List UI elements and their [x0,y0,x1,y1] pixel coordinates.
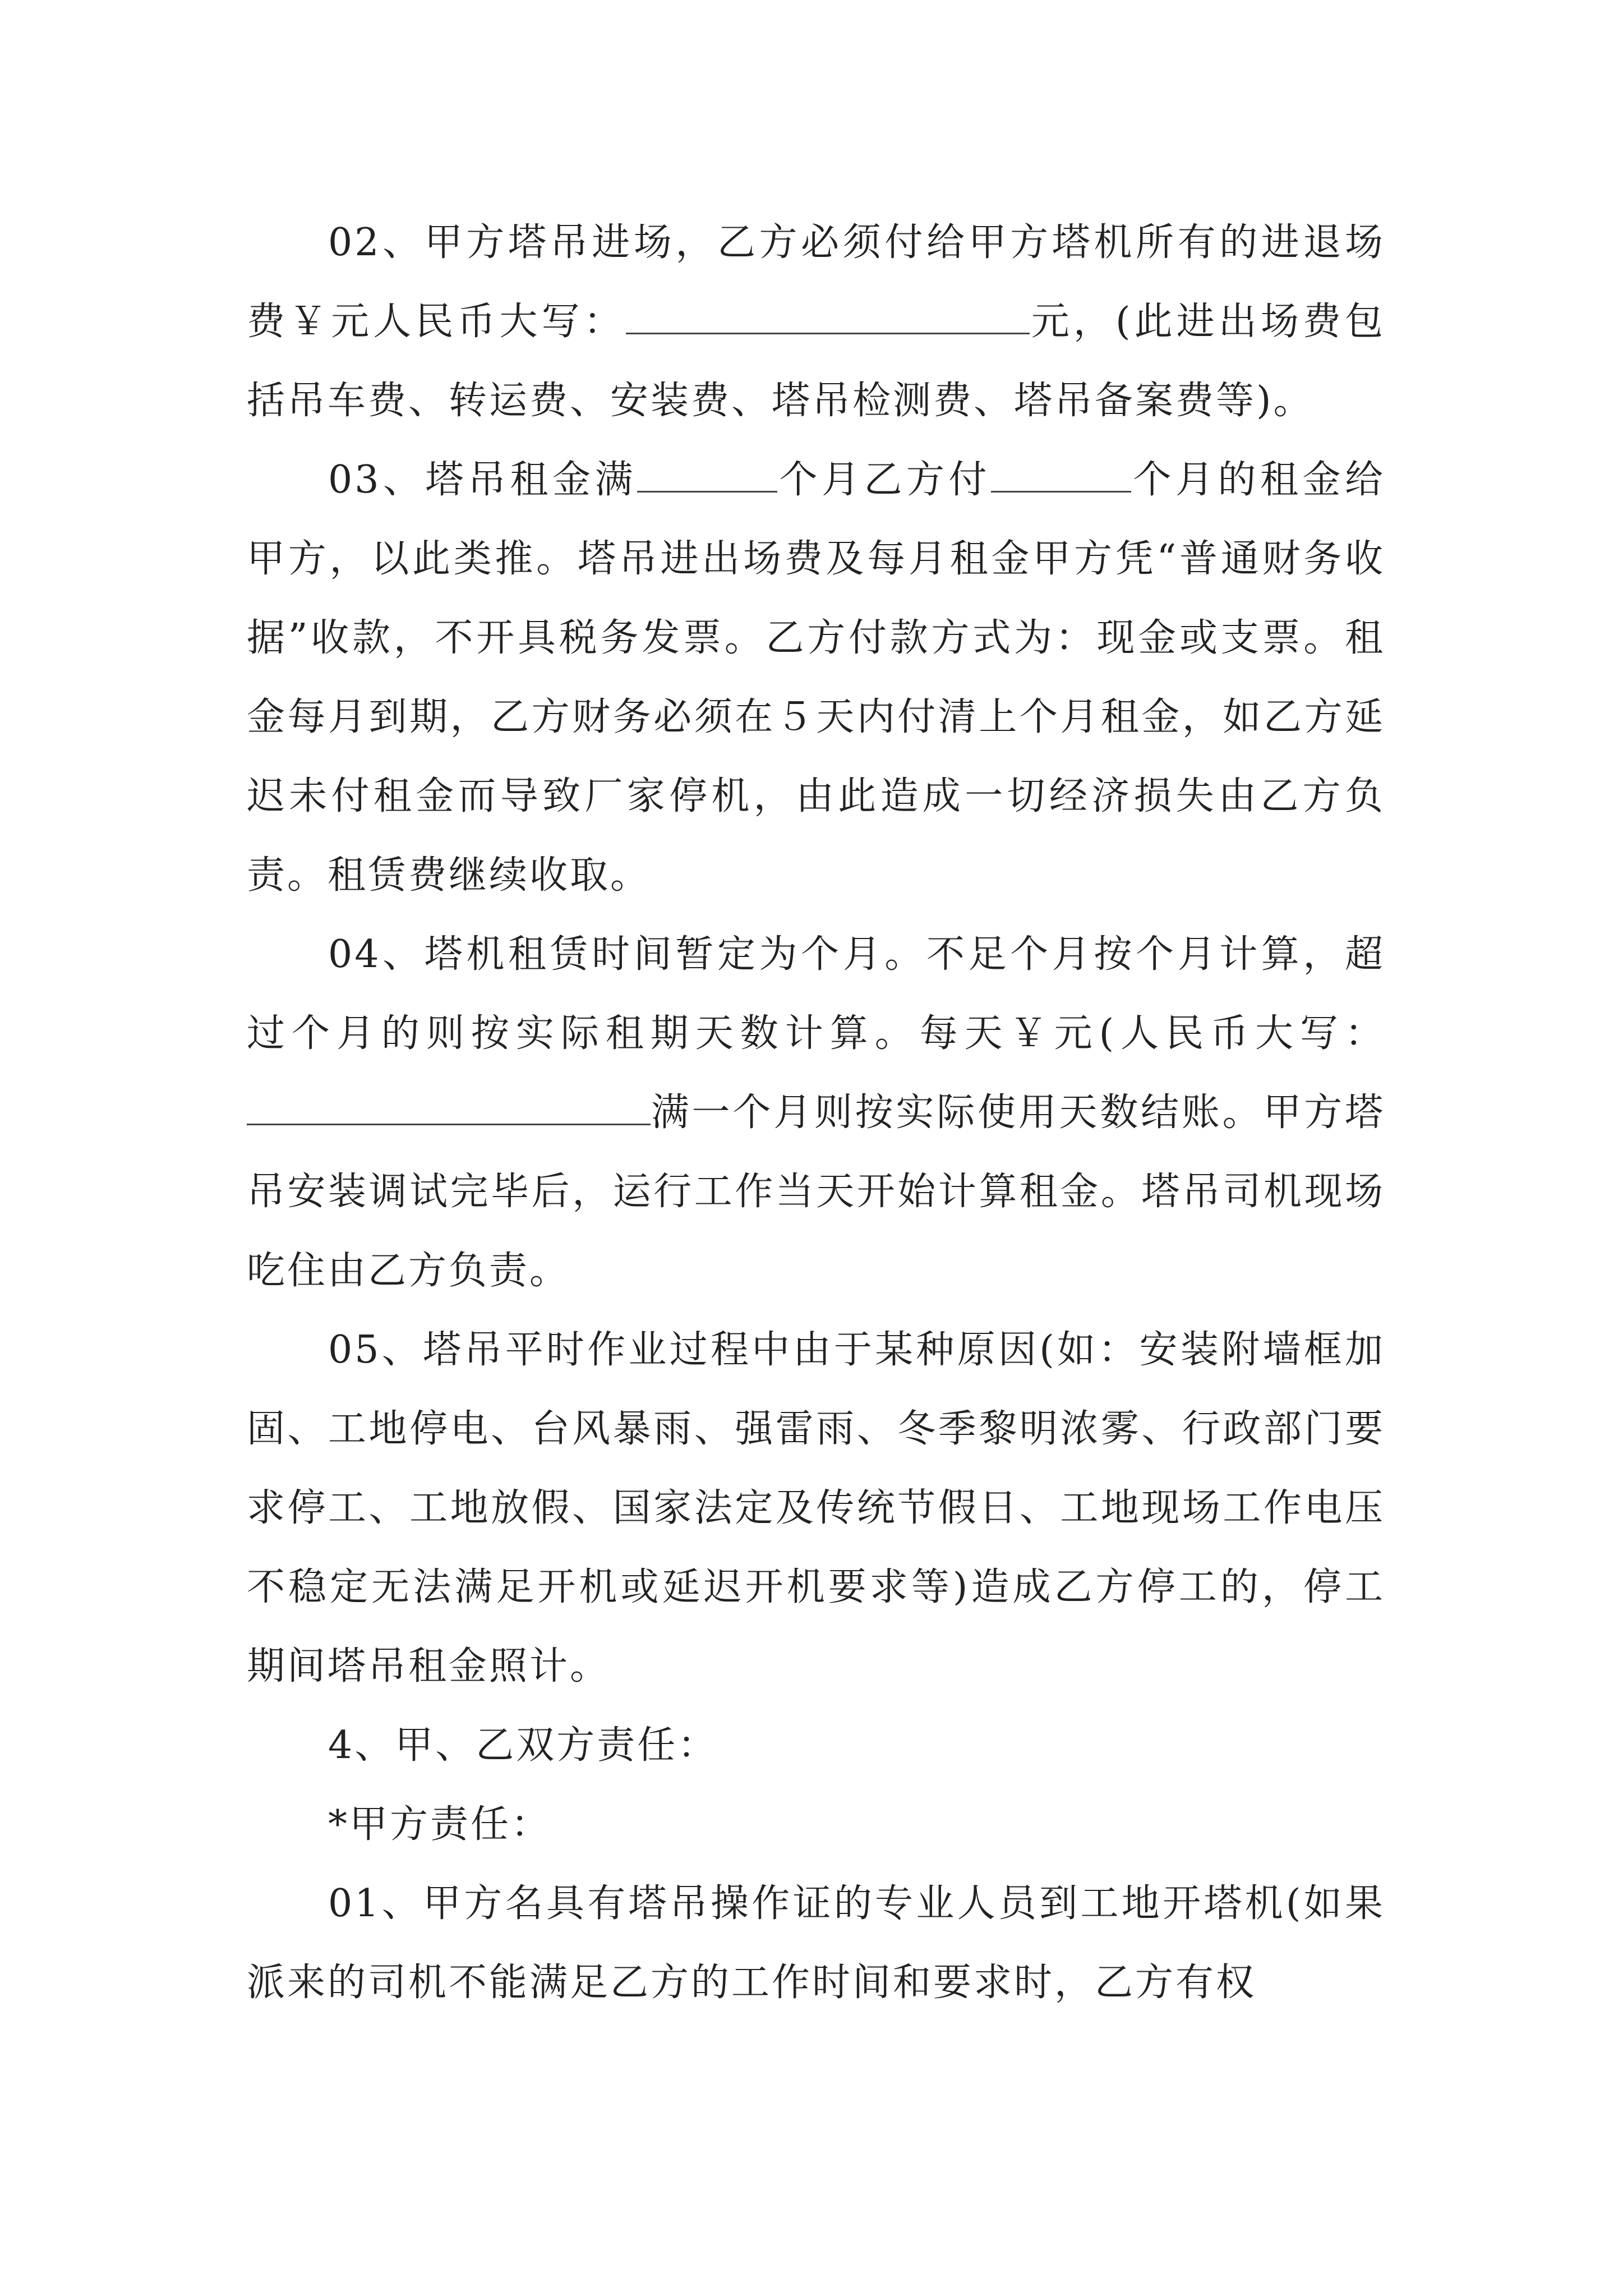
party-a-heading: *甲方责任： [328,1802,552,1847]
blank-daily-amount-field[interactable] [247,1091,651,1125]
document-body [247,203,1385,2022]
clause-03 [247,440,1385,915]
blank-months-field[interactable] [637,458,777,493]
clause-02-text-b: 元，(此进出场费包括吊车费、转运费、安装费、塔吊检测费、塔吊备案费等)。 [247,300,1385,423]
clause-04-text-a: 04、塔机租赁时间暂定为个月。不足个月按个月计算，超过个月的则按实际租期天数计算。每天￥元(人民币大写： [247,932,1385,1056]
blank-amount-field[interactable] [626,300,1030,334]
party-a-clause-01: 01、甲方名具有塔吊操作证的专业人员到工地开塔机(如果派来的司机不能满足乙方的工作时间和要求时，乙方有权 [247,1881,1385,2005]
clause-02-text-a: 02、甲方塔吊进场，乙方必须付给甲方塔机所有的进退场费￥元人民币大写： [247,220,1385,344]
blank-pay-months-field[interactable] [991,458,1131,493]
clause-05: 05、塔吊平时作业过程中由于某种原因(如：安装附墙框加固、工地停电、台风暴雨、强雷雨、冬季黎明浓雾、行政部门要求停工、工地放假、国家法定及传统节假日、工地现场工作电压不稳定无法满足开机或延迟开机要求等)造成乙方停工的，停工期间塔吊租金照计。 [247,1328,1385,1688]
clause-03-text-c: 个月的租金给甲方，以此类推。塔吊进出场费及每月租金甲方凭“普通财务收据”收款，不开具税务发票。乙方付款方式为：现金或支票。租金每月到期，乙方财务必须在５天内付清上个月租金，如乙方延迟未付租金而导致厂家停机，由此造成一切经济损失由乙方负责。租赁费继续收取。 [247,458,1385,898]
section-4-heading: 4、甲、乙双方责任： [328,1723,718,1768]
clause-03-text-b: 个月乙方付 [777,458,991,502]
clause-02 [247,203,1385,440]
clause-04 [247,915,1385,1310]
clause-04-text-b: 满一个月则按实际使用天数结账。甲方塔吊安装调试完毕后，运行工作当天开始计算租金。塔吊司机现场吃住由乙方负责。 [247,1091,1385,1293]
clause-03-text-a: 03、塔吊租金满 [328,458,638,502]
